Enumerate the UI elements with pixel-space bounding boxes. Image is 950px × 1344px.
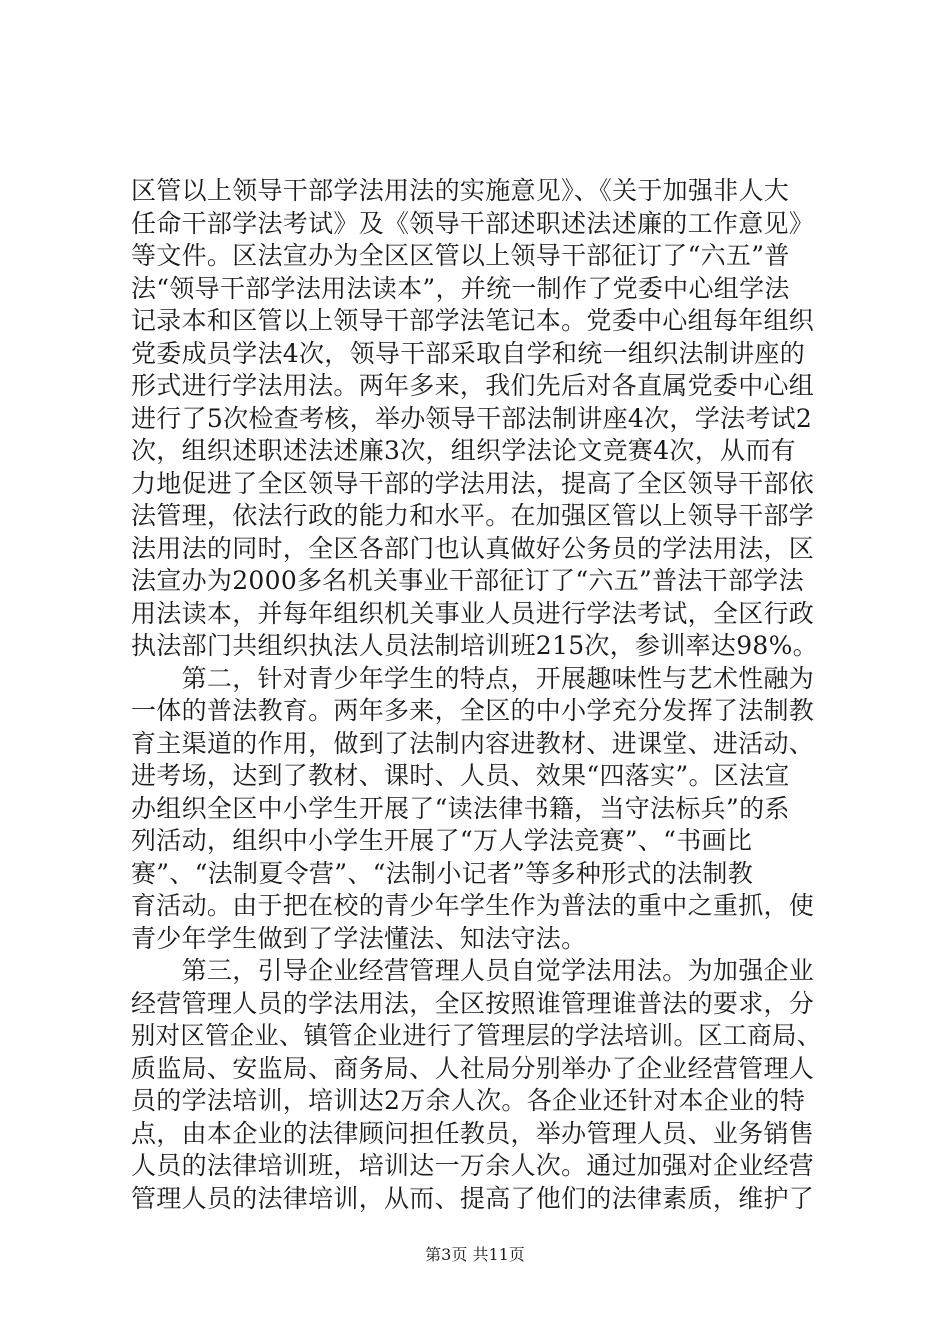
text-line: 第三，引导企业经营管理人员自觉学法用法。为加强企业 [131,956,815,985]
text-line: 法“领导干部学法用法读本”，并统一制作了党委中心组学法 [131,273,790,303]
text-line: 经营管理人员的学法用法，全区按照谁管理谁普法的要求，分 [131,988,815,1018]
text-line: 党委成员学法4次，领导干部采取自学和统一组织法制讲座的 [131,338,806,368]
document-body [131,175,821,1215]
text-line: 区管以上领导干部学法用法的实施意见》、《关于加强非人大 [131,176,790,205]
text-line: 任命干部学法考试》及《领导干部述职述法述廉的工作意见》 [131,208,815,238]
text-line: 别对区管企业、镇管企业进行了管理层的学法培训。区工商局、 [131,1021,822,1050]
text-line: 管理人员的法律培训，从而、提高了他们的法律素质，维护了 [131,1183,815,1213]
text-line: 进考场，达到了教材、课时、人员、效果“四落实”。区法宣 [131,761,790,790]
text-line: 法宣办为2000多名机关事业干部征订了“六五”普法干部学法 [131,566,804,595]
text-line: 列活动，组织中小学生开展了“万人学法竞赛”、“书画比 [131,826,753,855]
text-line: 一体的普法教育。两年多来，全区的中小学充分发挥了法制教 [131,696,815,725]
text-line: 法管理，依法行政的能力和水平。在加强区管以上领导干部学 [131,501,815,530]
text-line: 青少年学生做到了学法懂法、知法守法。 [131,923,587,953]
text-line: 人员的法律培训班，培训达一万余人次。通过加强对企业经营 [131,1151,815,1180]
text-line: 进行了5次检查考核，举办领导干部法制讲座4次，学法考试2 [131,403,813,433]
text-line: 形式进行学法用法。两年多来，我们先后对各直属党委中心组 [131,371,815,400]
text-line: 法用法的同时，全区各部门也认真做好公务员的学法用法，区 [131,533,815,563]
text-line: 员的学法培训，培训达2万余人次。各企业还针对本企业的特 [131,1086,806,1115]
text-line: 记录本和区管以上领导干部学法笔记本。党委中心组每年组织 [131,306,815,335]
text-line: 第二，针对青少年学生的特点，开展趣味性与艺术性融为 [131,663,815,693]
text-line: 质监局、安监局、商务局、人社局分别举办了企业经营管理人 [131,1053,815,1083]
text-line: 力地促进了全区领导干部的学法用法，提高了全区领导干部依 [131,468,815,498]
text-line: 执法部门共组织执法人员法制培训班215次，参训率达98%。 [131,631,818,660]
text-line: 点，由本企业的法律顾问担任教员，举办管理人员、业务销售 [131,1118,815,1148]
text-line: 次，组织述职述法述廉3次，组织学法论文竞赛4次，从而有 [131,436,796,465]
text-line: 办组织全区中小学生开展了“读法律书籍，当守法标兵”的系 [131,793,790,823]
text-line: 赛”、“法制夏令营”、“法制小记者”等多种形式的法制教 [131,858,754,888]
text-line: 用法读本，并每年组织机关事业人员进行学法考试，全区行政 [131,598,815,628]
page-number-footer: 第3页 共11页 [425,1245,525,1264]
text-line: 育活动。由于把在校的青少年学生作为普法的重中之重抓，使 [131,891,815,920]
text-line: 等文件。区法宣办为全区区管以上领导干部征订了“六五”普 [131,241,790,270]
text-line: 育主渠道的作用，做到了法制内容进教材、进课堂、进活动、 [131,728,815,758]
